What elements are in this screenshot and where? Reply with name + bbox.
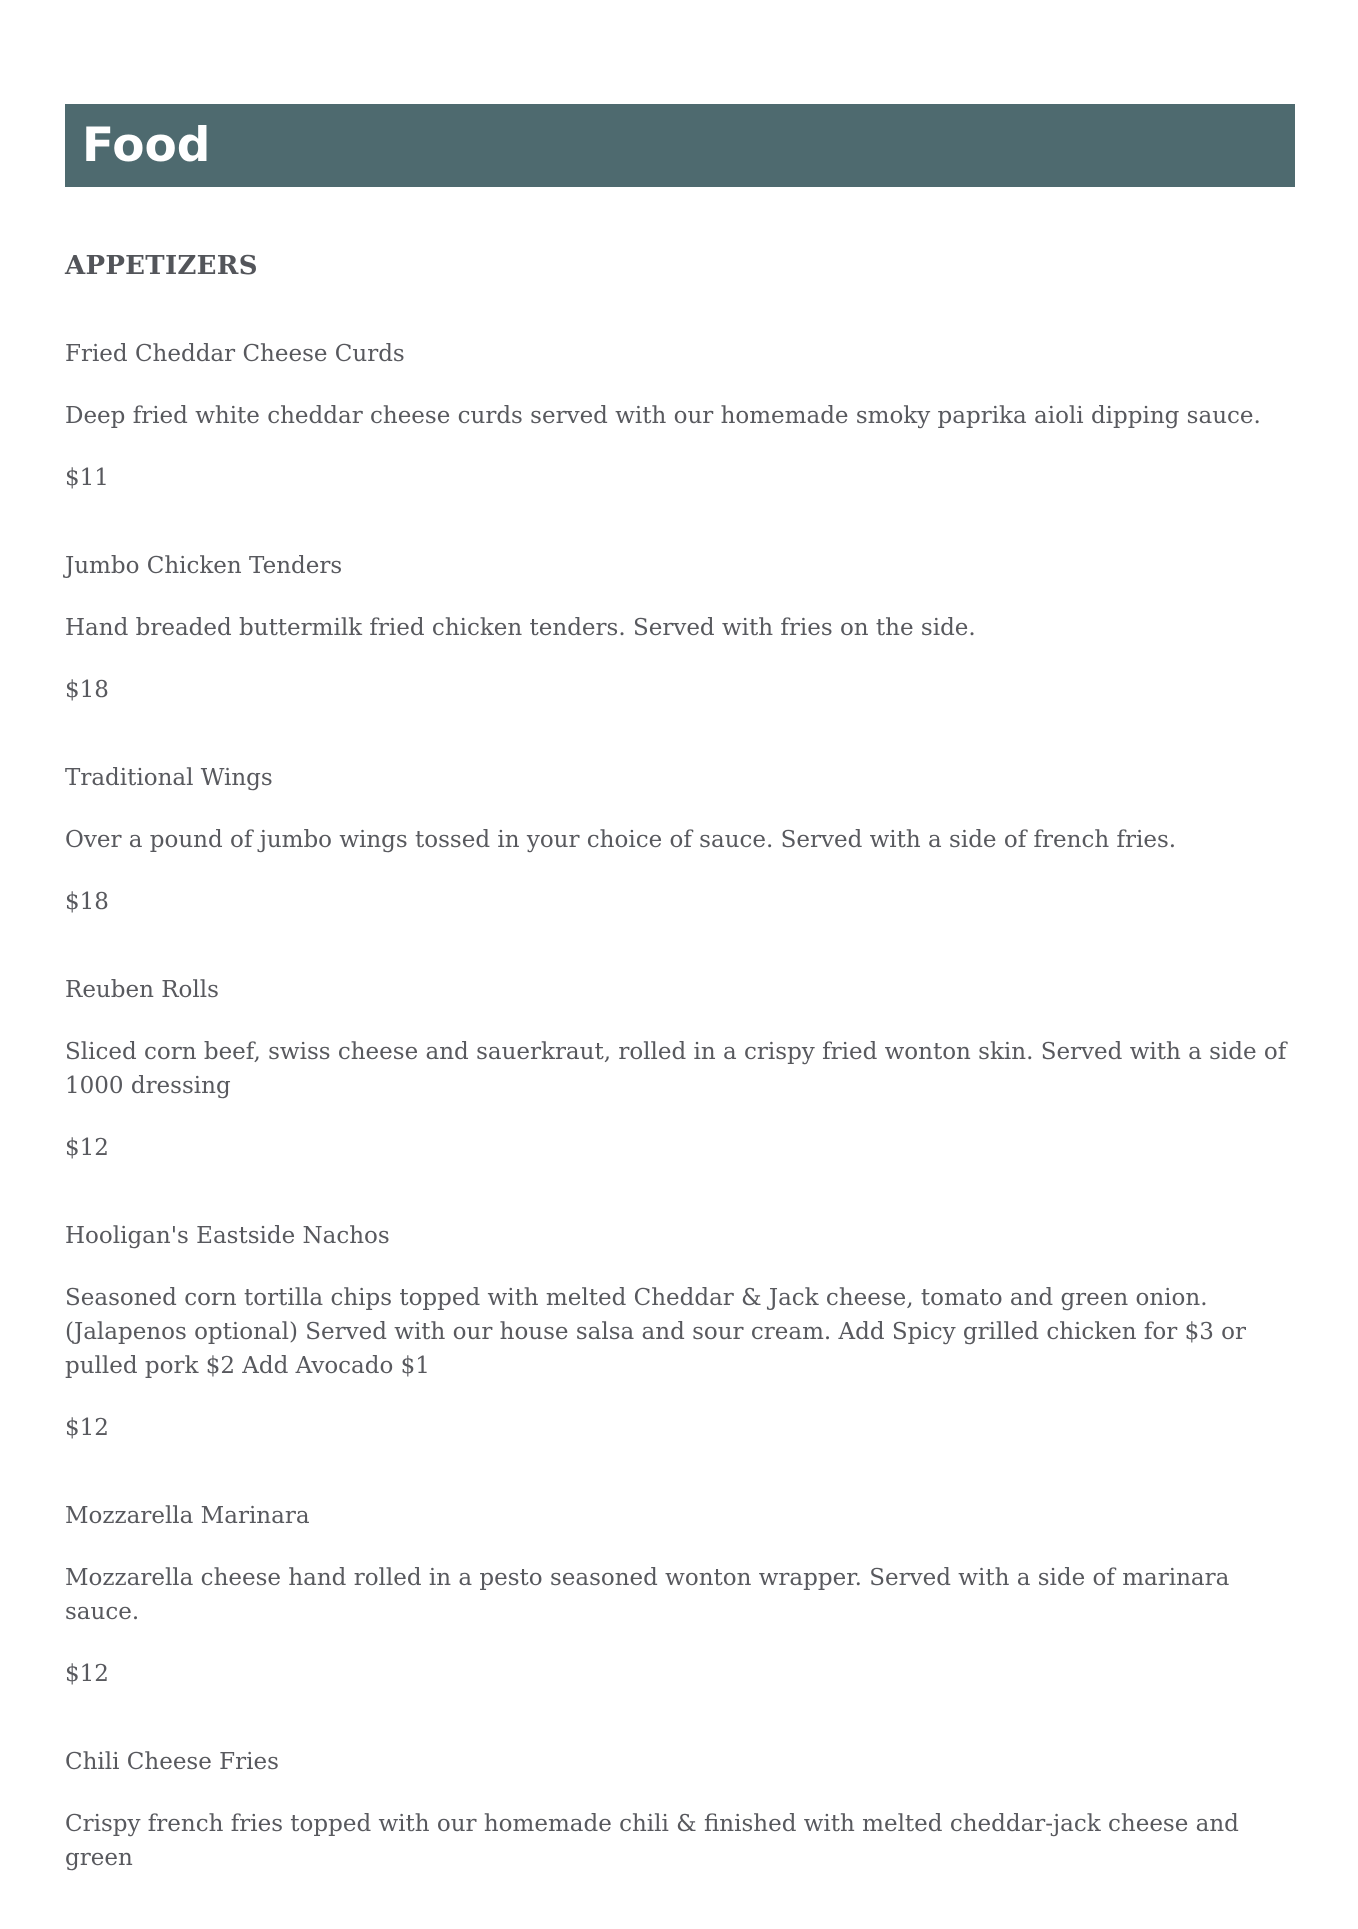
- item-price: $12: [65, 1135, 109, 1161]
- menu-item: [65, 973, 1295, 1165]
- item-description: Mozzarella cheese hand rolled in a pesto seasoned wonton wrapper. Served with a side of marinara sauce.: [65, 1565, 1230, 1625]
- item-name: Hooligan's Eastside Nachos: [65, 1223, 390, 1249]
- menu-item-list: [65, 337, 1295, 1929]
- item-name: Chili Cheese Fries: [65, 1749, 279, 1775]
- menu-item: [65, 1219, 1295, 1445]
- item-name: Reuben Rolls: [65, 977, 219, 1003]
- item-price: $18: [65, 677, 109, 703]
- item-price: $11: [65, 465, 109, 491]
- header-banner: [65, 104, 1295, 187]
- item-name: Jumbo Chicken Tenders: [65, 553, 343, 579]
- menu-item: [65, 1499, 1295, 1691]
- item-name: Traditional Wings: [65, 765, 273, 791]
- menu-item: [65, 549, 1295, 707]
- item-price: $18: [65, 889, 109, 915]
- menu-item: [65, 761, 1295, 919]
- item-price: $12: [65, 1415, 109, 1441]
- item-description: Seasoned corn tortilla chips topped with melted Cheddar & Jack cheese, tomato and green onion. (Jalapenos optional) Served with our house salsa and sour cream. Add Spicy grilled chicken for $3 or pulled pork $2 Add Avocado $1: [65, 1285, 1247, 1379]
- item-price: $12: [65, 1661, 109, 1687]
- menu-item: [65, 337, 1295, 495]
- menu-page: [65, 104, 1295, 1871]
- item-description: Deep fried white cheddar cheese curds served with our homemade smoky paprika aioli dipping sauce.: [65, 403, 1261, 429]
- item-description: Over a pound of jumbo wings tossed in your choice of sauce. Served with a side of french fries.: [65, 827, 1177, 853]
- item-name: Mozzarella Marinara: [65, 1503, 310, 1529]
- section-heading-appetizers: APPETIZERS: [65, 251, 258, 281]
- item-description: Hand breaded buttermilk fried chicken tenders. Served with fries on the side.: [65, 615, 976, 641]
- page-title: Food: [82, 118, 211, 173]
- item-name: Fried Cheddar Cheese Curds: [65, 341, 405, 367]
- item-description: Crispy french fries topped with our homemade chili & finished with melted cheddar-jack cheese and green: [65, 1811, 1239, 1871]
- menu-item: [65, 1745, 1295, 1875]
- item-description: Sliced corn beef, swiss cheese and sauerkraut, rolled in a crispy fried wonton skin. Served with a side of 1000 dressing: [65, 1039, 1287, 1099]
